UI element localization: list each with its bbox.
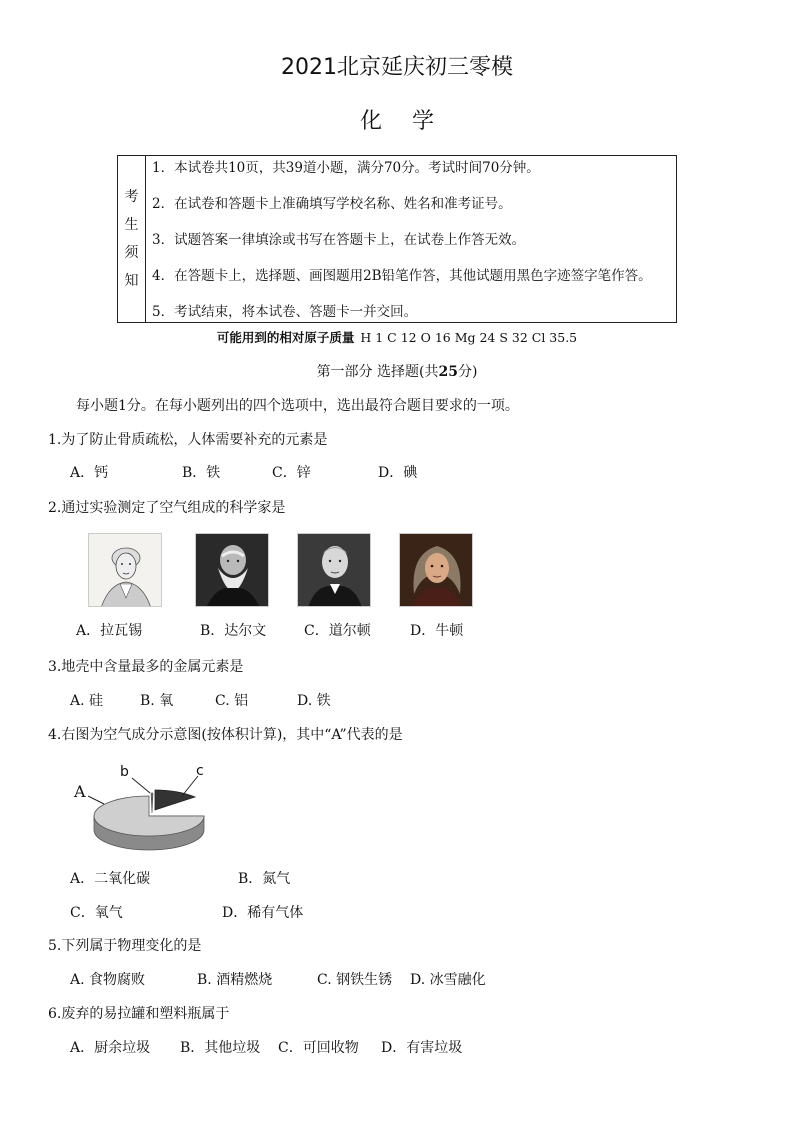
notice-item: 1．本试卷共10页，共39道小题，满分70分。考试时间70分钟。 (152, 160, 540, 176)
portrait-dalton (297, 533, 371, 607)
pie-label-b: b (120, 764, 129, 780)
option-b: B．氮气 (238, 871, 291, 887)
notice-item: 2．在试卷和答题卡上准确填写学校名称、姓名和准考证号。 (152, 196, 512, 212)
option-c: C. 铝 (215, 693, 249, 709)
portrait-darwin (195, 533, 269, 607)
option-a: A．二氧化碳 (70, 871, 151, 887)
option-d: D．稀有气体 (222, 905, 304, 921)
notice-item: 4．在答题卡上，选择题、画图题用2B铅笔作答，其他试题用黑色字迹签字笔作答。 (152, 268, 652, 284)
question-stem: 5.下列属于物理变化的是 (48, 938, 202, 954)
question-stem: 3.地壳中含量最多的金属元素是 (48, 659, 244, 675)
notice-label-char: 须 (124, 245, 139, 261)
notice-item: 3．试题答案一律填涂或书写在答题卡上，在试卷上作答无效。 (152, 232, 526, 248)
section-heading: 第一部分 选择题(共25分) (316, 364, 478, 380)
option-d: D. 铁 (297, 693, 331, 709)
option-a: A. 硅 (70, 693, 104, 709)
subject-title: 化学 (359, 109, 464, 134)
notice-box (117, 155, 677, 323)
atomic-mass-line (0, 328, 794, 346)
section-score: 25 (438, 364, 458, 380)
question-stem: 4.右图为空气成分示意图(按体积计算)，其中“A”代表的是 (48, 727, 403, 743)
pie-label-a: A (74, 782, 86, 801)
atomic-mass-values: H 1 C 12 O 16 Mg 24 S 32 Cl 35.5 (360, 330, 578, 345)
atomic-mass-label: 可能用到的相对原子质量 (216, 330, 355, 345)
option-a: A．拉瓦锡 (76, 623, 143, 639)
question-stem: 2.通过实验测定了空气组成的科学家是 (48, 500, 286, 516)
instruction-text: 每小题1分。在每小题列出的四个选项中，选出最符合题目要求的一项。 (76, 398, 519, 414)
pie-label-c: c (196, 763, 204, 779)
notice-list (152, 156, 672, 336)
notice-item: 5．考试结束，将本试卷、答题卡一并交回。 (152, 304, 418, 320)
option-b: B．其他垃圾 (180, 1040, 261, 1056)
question-stem: 6.废弃的易拉罐和塑料瓶属于 (48, 1006, 230, 1022)
portrait-lavoisier (88, 533, 162, 607)
option-c: C．锌 (272, 465, 311, 481)
option-d: D. 冰雪融化 (410, 972, 486, 988)
option-b: B．铁 (182, 465, 221, 481)
air-composition-pie (70, 760, 220, 860)
option-d: D．碘 (378, 465, 418, 481)
option-b: B．达尔文 (200, 623, 267, 639)
notice-label-char: 考 (124, 189, 139, 205)
option-c: C．道尔顿 (304, 623, 371, 639)
option-c: C. 钢铁生锈 (317, 972, 393, 988)
option-b: B. 氧 (140, 693, 174, 709)
option-a: A．钙 (70, 465, 109, 481)
notice-label-char: 生 (124, 217, 139, 233)
option-a: A．厨余垃圾 (70, 1040, 151, 1056)
notice-label (118, 156, 146, 322)
option-c: C．氧气 (70, 905, 123, 921)
notice-label-char: 知 (124, 273, 139, 289)
option-b: B. 酒精燃烧 (197, 972, 273, 988)
option-a: A. 食物腐败 (70, 972, 146, 988)
option-d: D．牛顿 (410, 623, 464, 639)
exam-title: 2021北京延庆初三零模 (281, 55, 513, 80)
option-d: D．有害垃圾 (381, 1040, 463, 1056)
option-c: C．可回收物 (278, 1040, 359, 1056)
portrait-newton (399, 533, 473, 607)
question-stem: 1.为了防止骨质疏松，人体需要补充的元素是 (48, 432, 328, 448)
